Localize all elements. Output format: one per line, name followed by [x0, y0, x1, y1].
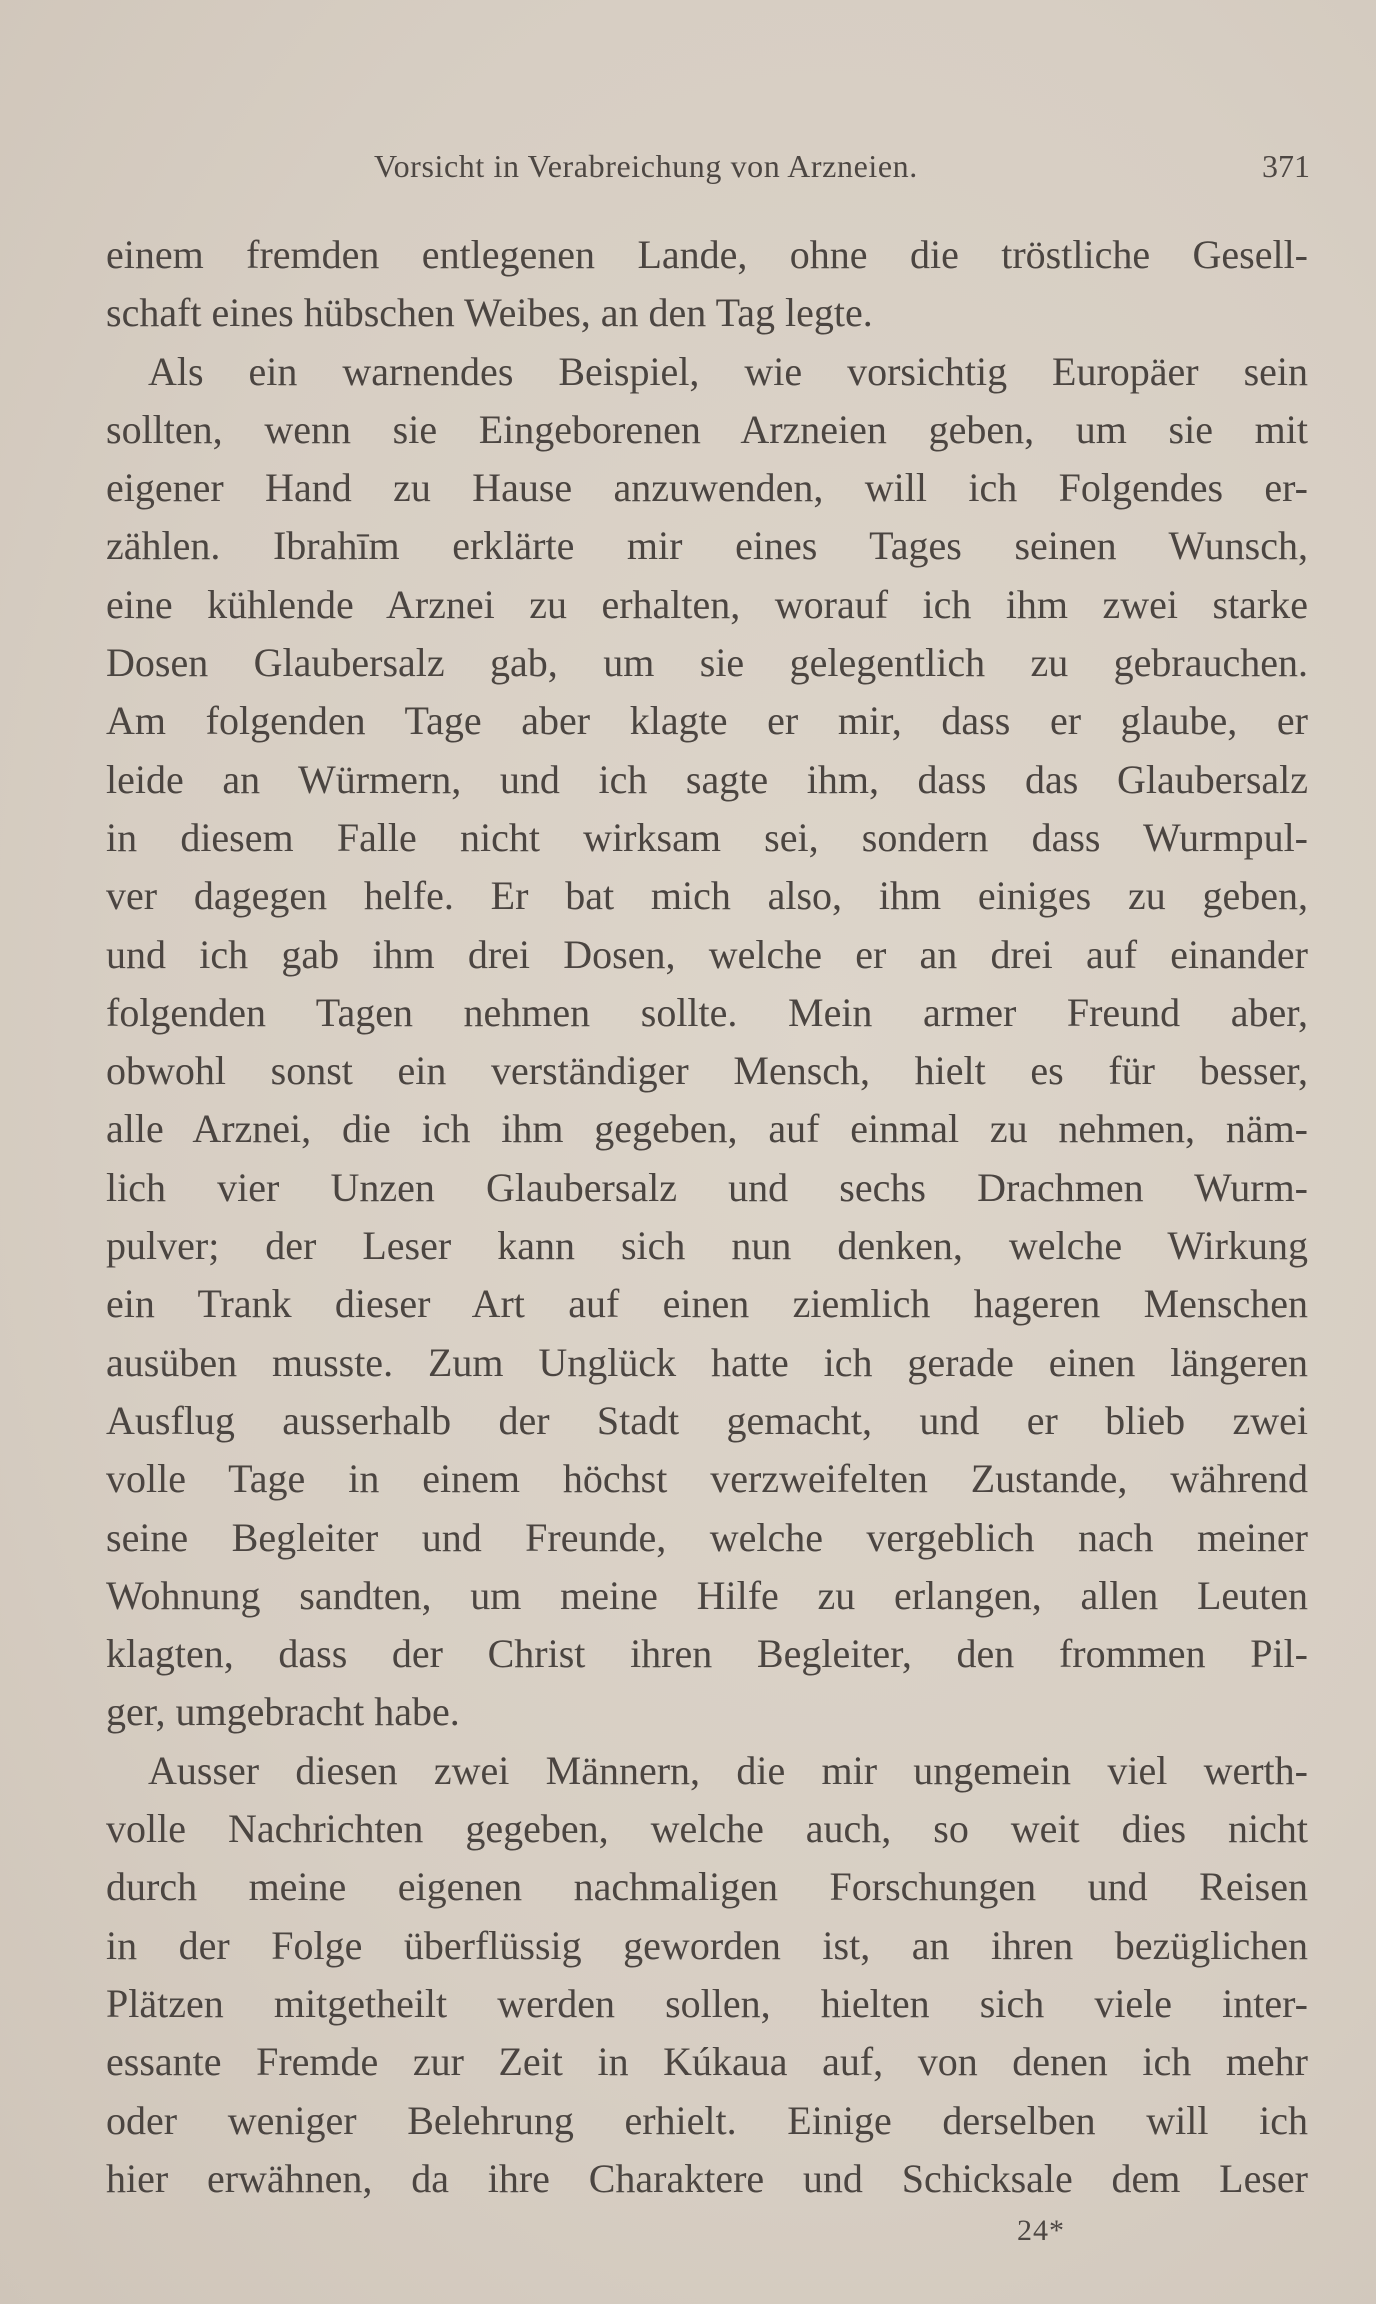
- text-line: Ausser diesen zwei Männern, die mir ungemein viel werth-: [148, 1747, 1308, 1793]
- text-line: oder weniger Belehrung erhielt. Einige derselben will ich: [106, 2097, 1308, 2143]
- text-line: klagten, dass der Christ ihren Begleiter, den frommen Pil-: [106, 1631, 1308, 1677]
- text-line: hier erwähnen, da ihre Charaktere und Schicksale dem Leser: [106, 2155, 1308, 2201]
- text-line: lich vier Unzen Glaubersalz und sechs Drachmen Wurm-: [106, 1164, 1308, 1210]
- text-line: eigener Hand zu Hause anzuwenden, will ich Folgendes er-: [106, 465, 1308, 511]
- running-head: [104, 148, 1310, 194]
- text-line: folgenden Tagen nehmen sollte. Mein armer Freund aber,: [106, 989, 1308, 1035]
- body-text: [106, 226, 1308, 2208]
- running-title: Vorsicht in Verabreichung von Arzneien.: [374, 148, 918, 184]
- text-line: volle Tage in einem höchst verzweifelten Zustande, während: [106, 1456, 1308, 1502]
- text-line: sollten, wenn sie Eingeborenen Arzneien geben, um sie mit: [106, 406, 1308, 452]
- text-line: durch meine eigenen nachmaligen Forschungen und Reisen: [106, 1864, 1308, 1910]
- text-line: alle Arznei, die ich ihm gegeben, auf einmal zu nehmen, näm-: [106, 1106, 1308, 1152]
- signature-mark: 24*: [1017, 2214, 1065, 2247]
- text-line: Als ein warnendes Beispiel, wie vorsichtig Europäer sein: [148, 348, 1308, 394]
- text-line: und ich gab ihm drei Dosen, welche er an drei auf einander: [106, 931, 1308, 977]
- page-number: 371: [1262, 148, 1310, 184]
- text-line: pulver; der Leser kann sich nun denken, welche Wirkung: [106, 1223, 1308, 1269]
- text-line: Wohnung sandten, um meine Hilfe zu erlangen, allen Leuten: [106, 1572, 1308, 1618]
- text-line: ger, umgebracht habe.: [106, 1689, 460, 1735]
- text-line: eine kühlende Arznei zu erhalten, worauf ich ihm zwei starke: [106, 581, 1308, 627]
- text-line: ausüben musste. Zum Unglück hatte ich gerade einen längeren: [106, 1339, 1308, 1385]
- text-line: Am folgenden Tage aber klagte er mir, dass er glaube, er: [106, 698, 1308, 744]
- text-line: Plätzen mitgetheilt werden sollen, hielten sich viele inter-: [106, 1980, 1308, 2026]
- text-line: ver dagegen helfe. Er bat mich also, ihm einiges zu geben,: [106, 873, 1308, 919]
- text-line: Ausflug ausserhalb der Stadt gemacht, und er blieb zwei: [106, 1397, 1308, 1443]
- text-line: seine Begleiter und Freunde, welche vergeblich nach meiner: [106, 1514, 1308, 1560]
- text-line: volle Nachrichten gegeben, welche auch, so weit dies nicht: [106, 1806, 1308, 1852]
- text-line: ein Trank dieser Art auf einen ziemlich hageren Menschen: [106, 1281, 1308, 1327]
- text-line: in diesem Falle nicht wirksam sei, sondern dass Wurmpul-: [106, 814, 1308, 860]
- text-line: einem fremden entlegenen Lande, ohne die tröstliche Gesell-: [106, 232, 1308, 277]
- text-line: zählen. Ibrahīm erklärte mir eines Tages seinen Wunsch,: [106, 523, 1308, 569]
- text-line: leide an Würmern, und ich sagte ihm, dass das Glaubersalz: [106, 756, 1308, 802]
- text-line: schaft eines hübschen Weibes, an den Tag legte.: [106, 290, 873, 336]
- text-line: essante Fremde zur Zeit in Kúkaua auf, von denen ich mehr: [106, 2039, 1308, 2085]
- text-line: Dosen Glaubersalz gab, um sie gelegentlich zu gebrauchen.: [106, 640, 1308, 686]
- text-line: in der Folge überflüssig geworden ist, an ihren bezüglichen: [106, 1922, 1308, 1968]
- text-line: obwohl sonst ein verständiger Mensch, hielt es für besser,: [106, 1048, 1308, 1094]
